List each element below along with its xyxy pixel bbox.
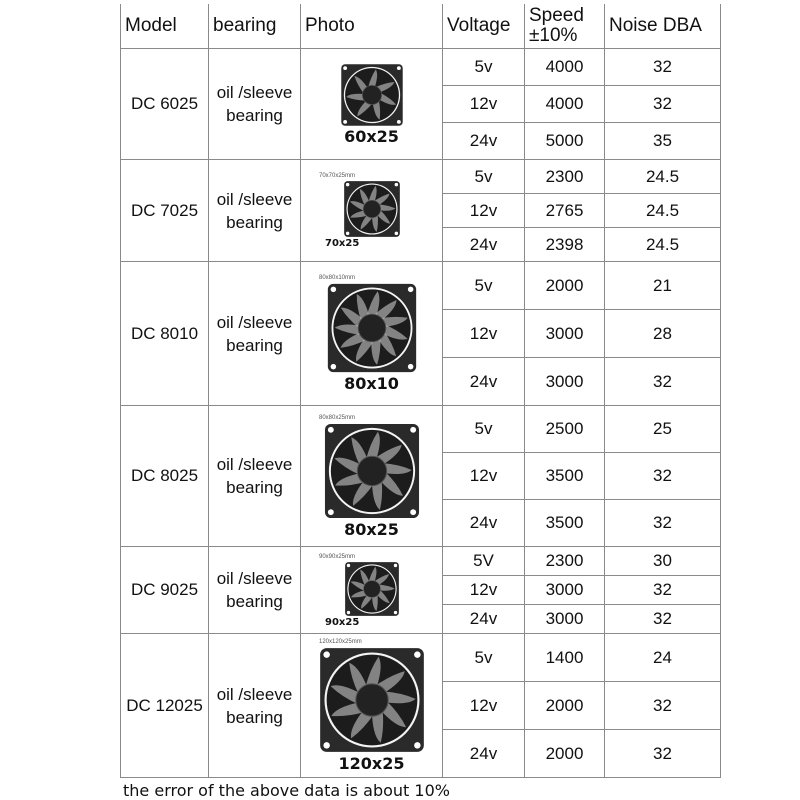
photo-size-label: 120x25 xyxy=(338,754,405,773)
noise-cell: 24 xyxy=(605,634,721,682)
photo-caption: 70x70x25mm xyxy=(319,173,356,179)
table-row xyxy=(121,547,721,576)
speed-cell: 5000 xyxy=(525,123,605,160)
speed-cell: 2000 xyxy=(525,682,605,730)
noise-cell: 32 xyxy=(605,500,721,547)
noise-cell: 30 xyxy=(605,547,721,576)
table-row xyxy=(121,634,721,682)
speed-cell: 3500 xyxy=(525,500,605,547)
model-cell: DC 6025 xyxy=(121,49,209,160)
voltage-cell: 5v xyxy=(443,160,525,194)
noise-cell: 21 xyxy=(605,262,721,310)
voltage-cell: 12v xyxy=(443,576,525,605)
bearing-cell: oil /sleeve bearing xyxy=(209,547,301,634)
model-cell: DC 9025 xyxy=(121,547,209,634)
voltage-cell: 24v xyxy=(443,358,525,406)
speed-cell: 3000 xyxy=(525,358,605,406)
voltage-cell: 5V xyxy=(443,547,525,576)
noise-cell: 24.5 xyxy=(605,194,721,228)
model-cell: DC 12025 xyxy=(121,634,209,778)
noise-cell: 32 xyxy=(605,453,721,500)
noise-cell: 32 xyxy=(605,576,721,605)
speed-cell: 3000 xyxy=(525,310,605,358)
photo-caption: 80x80x25mm xyxy=(319,414,356,421)
model-cell: DC 8010 xyxy=(121,262,209,406)
photo-size-label: 70x25 xyxy=(325,238,360,249)
voltage-cell: 5v xyxy=(443,262,525,310)
voltage-cell: 24v xyxy=(443,730,525,778)
noise-cell: 32 xyxy=(605,86,721,123)
photo-cell xyxy=(301,262,443,406)
noise-cell: 32 xyxy=(605,730,721,778)
photo-caption: 80x80x10mm xyxy=(319,275,356,281)
speed-cell: 3000 xyxy=(525,576,605,605)
table-row xyxy=(121,160,721,194)
speed-cell: 2300 xyxy=(525,160,605,194)
voltage-cell: 5v xyxy=(443,406,525,453)
noise-cell: 32 xyxy=(605,605,721,634)
bearing-cell: oil /sleeve bearing xyxy=(209,634,301,778)
fan-90x25-icon xyxy=(344,561,400,617)
header-noise: Noise DBA xyxy=(605,4,721,49)
header-row xyxy=(121,4,721,49)
noise-cell: 32 xyxy=(605,49,721,86)
speed-cell: 4000 xyxy=(525,49,605,86)
footer-note: the error of the above data is about 10% xyxy=(123,781,450,800)
speed-cell: 3500 xyxy=(525,453,605,500)
photo-cell xyxy=(301,406,443,547)
voltage-cell: 12v xyxy=(443,682,525,730)
noise-cell: 24.5 xyxy=(605,228,721,262)
bearing-cell: oil /sleeve bearing xyxy=(209,49,301,160)
bearing-cell: oil /sleeve bearing xyxy=(209,160,301,262)
speed-cell: 1400 xyxy=(525,634,605,682)
voltage-cell: 12v xyxy=(443,86,525,123)
photo-cell xyxy=(301,160,443,262)
noise-cell: 32 xyxy=(605,682,721,730)
header-bearing: bearing xyxy=(209,4,301,49)
voltage-cell: 24v xyxy=(443,228,525,262)
fan-80x25-icon xyxy=(323,422,421,520)
noise-cell: 24.5 xyxy=(605,160,721,194)
speed-cell: 3000 xyxy=(525,605,605,634)
photo-cell xyxy=(301,547,443,634)
speed-cell: 4000 xyxy=(525,86,605,123)
voltage-cell: 12v xyxy=(443,310,525,358)
voltage-cell: 24v xyxy=(443,500,525,547)
photo-size-label: 90x25 xyxy=(325,616,360,628)
photo-size-label: 80x10 xyxy=(344,374,399,393)
speed-cell: 2000 xyxy=(525,262,605,310)
fan-80x10-icon xyxy=(326,282,418,374)
photo-cell xyxy=(301,634,443,778)
model-cell: DC 8025 xyxy=(121,406,209,547)
speed-cell: 2398 xyxy=(525,228,605,262)
table-row xyxy=(121,49,721,86)
fan-120x25-icon xyxy=(318,646,426,754)
noise-cell: 25 xyxy=(605,406,721,453)
photo-caption: 120x120x25mm xyxy=(319,639,362,645)
speed-cell: 2300 xyxy=(525,547,605,576)
fan-70x25-icon xyxy=(343,180,401,238)
fan-60x25-icon xyxy=(340,63,404,127)
speed-cell: 2500 xyxy=(525,406,605,453)
voltage-cell: 12v xyxy=(443,194,525,228)
noise-cell: 28 xyxy=(605,310,721,358)
voltage-cell: 5v xyxy=(443,49,525,86)
noise-cell: 32 xyxy=(605,358,721,406)
fan-spec-table xyxy=(120,4,721,778)
voltage-cell: 24v xyxy=(443,123,525,160)
bearing-cell: oil /sleeve bearing xyxy=(209,262,301,406)
voltage-cell: 24v xyxy=(443,605,525,634)
model-cell: DC 7025 xyxy=(121,160,209,262)
photo-size-label: 60x25 xyxy=(344,126,399,146)
header-speed: Speed ±10% xyxy=(525,4,605,49)
voltage-cell: 5v xyxy=(443,634,525,682)
header-photo: Photo xyxy=(301,4,443,49)
noise-cell: 35 xyxy=(605,123,721,160)
bearing-cell: oil /sleeve bearing xyxy=(209,406,301,547)
table-row xyxy=(121,406,721,453)
photo-cell xyxy=(301,49,443,160)
photo-size-label: 80x25 xyxy=(344,519,399,539)
speed-cell: 2765 xyxy=(525,194,605,228)
header-model: Model xyxy=(121,4,209,49)
header-voltage: Voltage xyxy=(443,4,525,49)
photo-caption: 90x90x25mm xyxy=(319,553,356,560)
table-row xyxy=(121,262,721,310)
speed-cell: 2000 xyxy=(525,730,605,778)
voltage-cell: 12v xyxy=(443,453,525,500)
